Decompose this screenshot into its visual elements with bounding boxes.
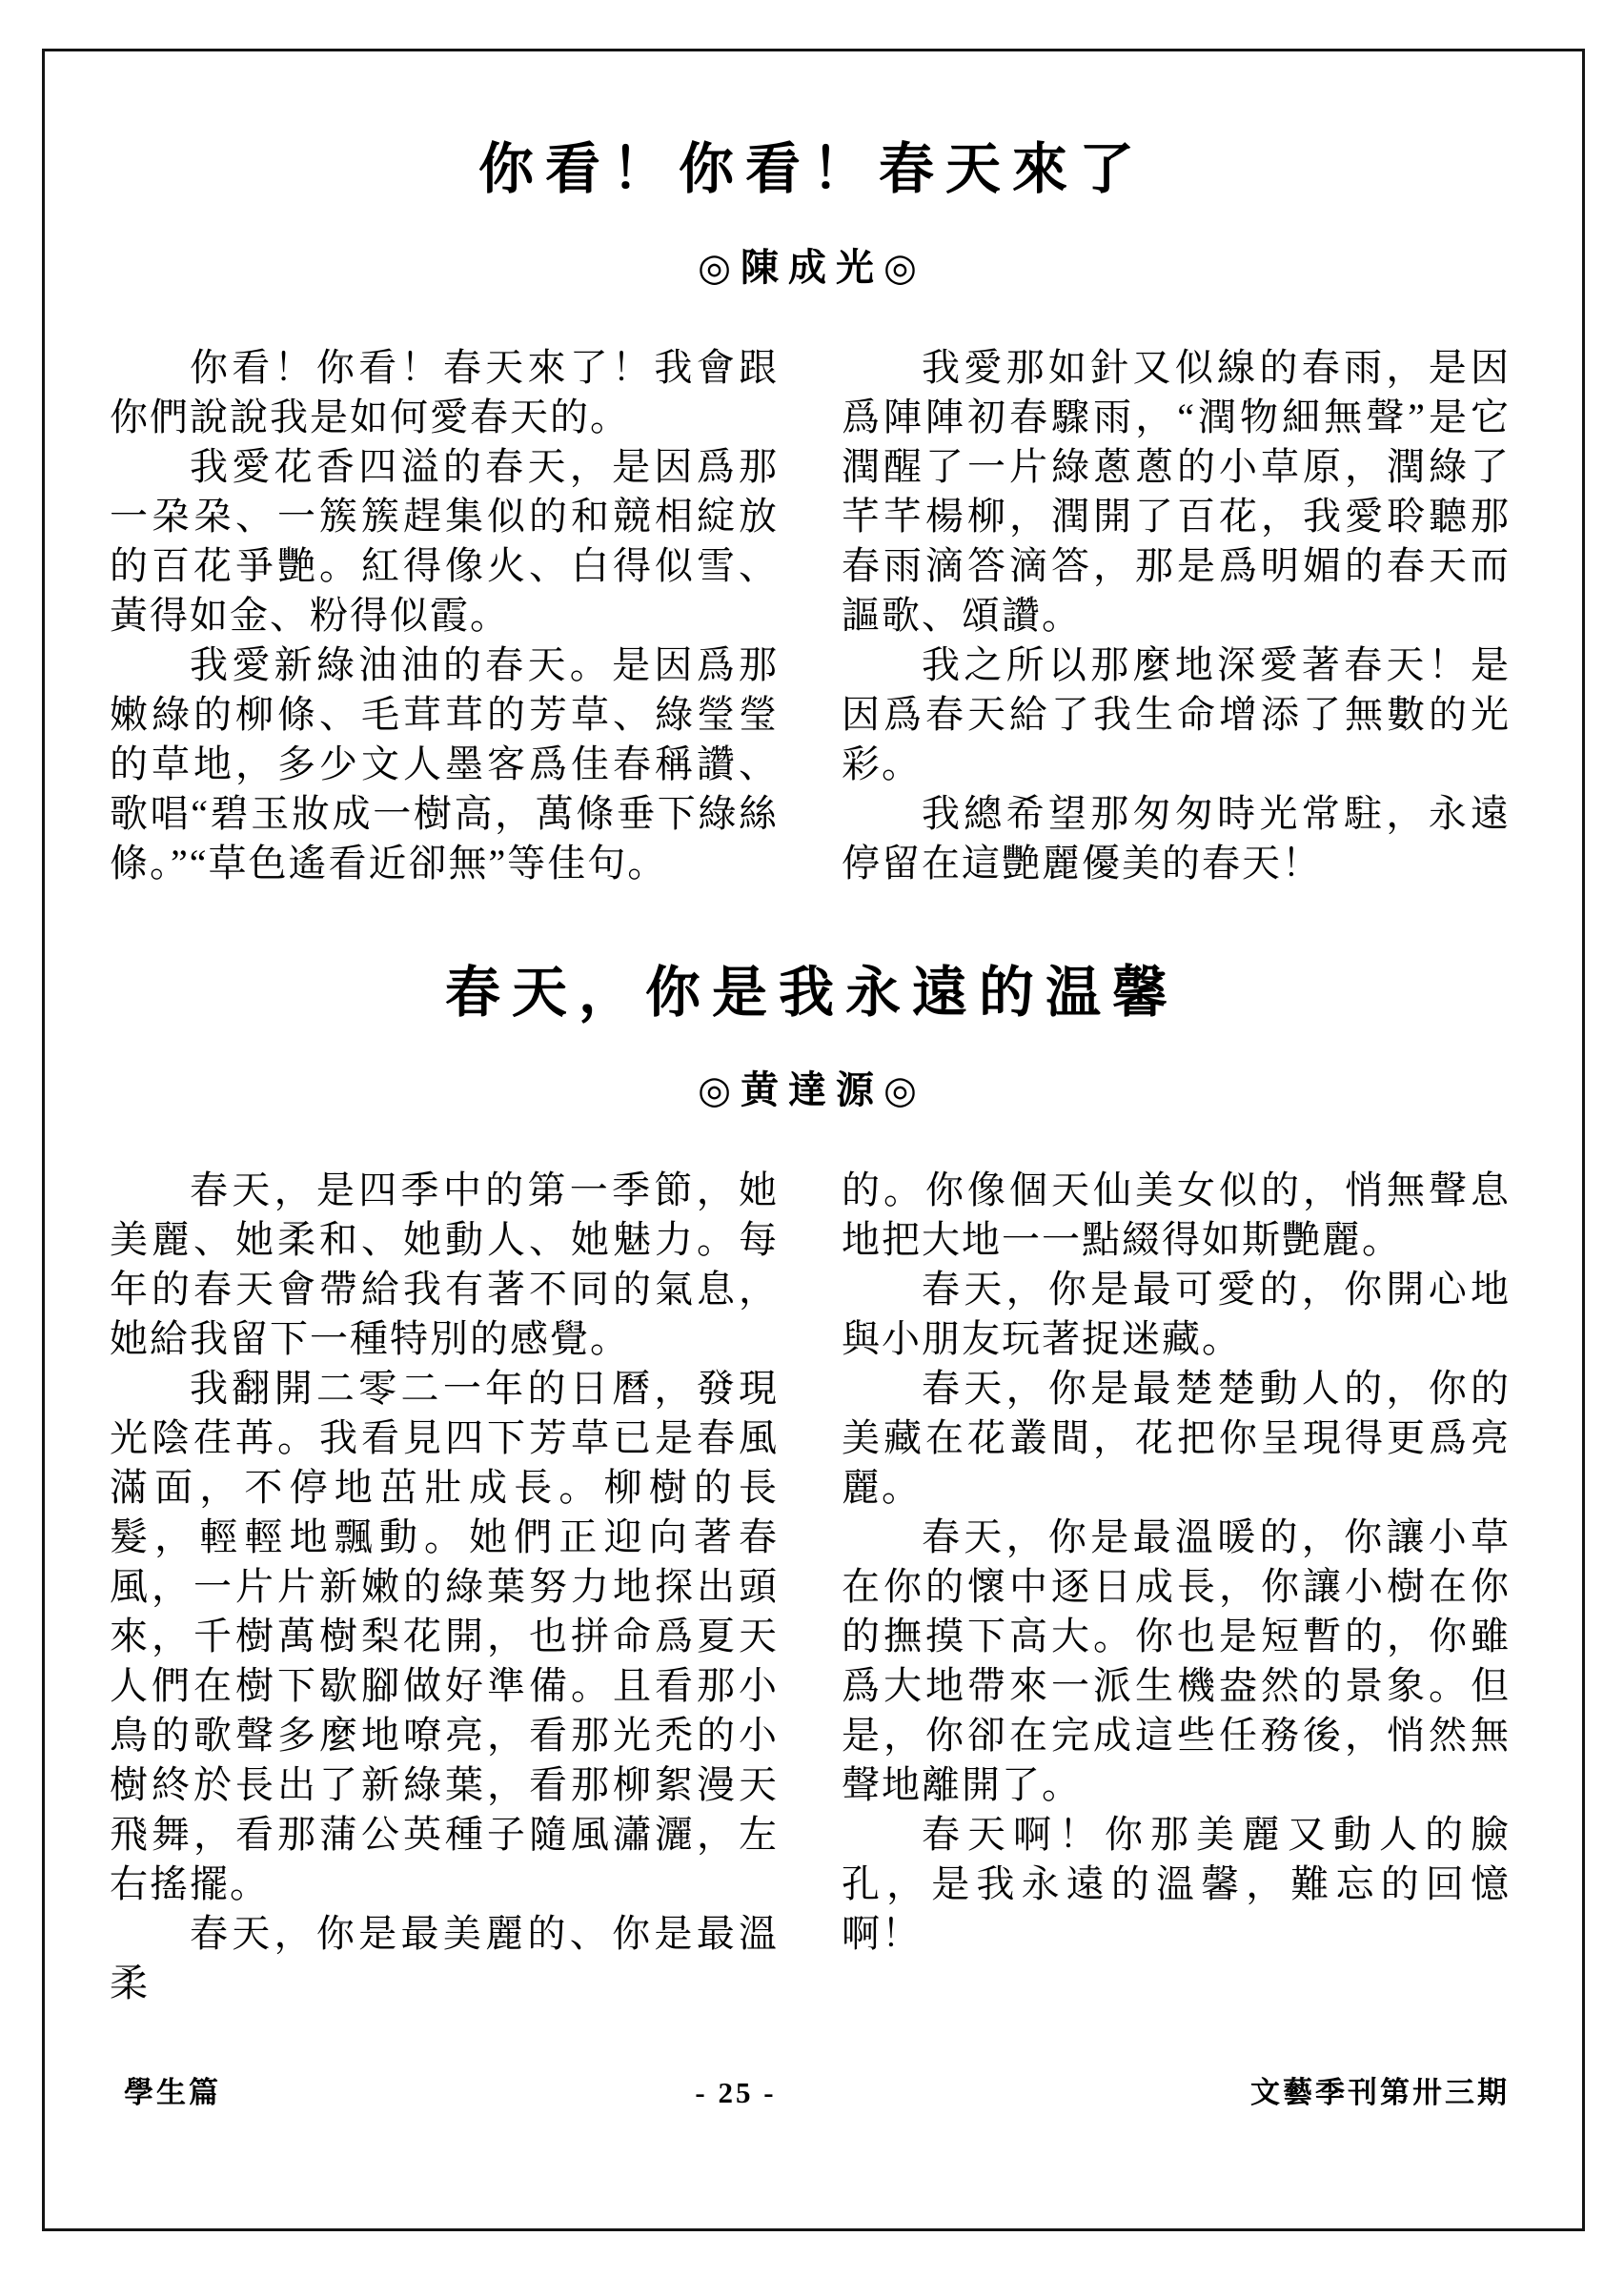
paragraph-continuation: 的。你像個天仙美女似的，悄無聲息地把大地一一點綴得如斯艷麗。 [842, 1169, 1511, 1261]
paragraph: 春天，你是最美麗的、你是最溫柔 [110, 1912, 779, 2004]
paragraph: 我愛新綠油油的春天。是因爲那嫩綠的柳條、毛茸茸的芳草、綠瑩瑩的草地，多少文人墨客爲佳春稱讚、歌唱“碧玉妝成一樹高，萬條垂下綠絲條。”“草色遙看近卻無”等佳句。 [110, 642, 779, 884]
paragraph: 春天，你是最溫暖的，你讓小草在你的懷中逐日成長，你讓小樹在你的撫摸下高大。你也是短暫的，你雖爲大地帶來一派生機盎然的景象。但是，你卻在完成這些任務後，悄然無聲地離開了。 [842, 1515, 1511, 1806]
article-1-title: 你看！你看！春天來了 [477, 138, 1146, 200]
article-spring-has-come [110, 0, 1514, 888]
footer-section-label: 學生篇 [124, 2076, 221, 2109]
page-footer [124, 2068, 1510, 2111]
paragraph: 春天啊！你那美麗又動人的臉孔，是我永遠的溫馨，難忘的回憶啊！ [842, 1813, 1511, 1955]
article-1-right-column [842, 343, 1511, 888]
paragraph: 春天，是四季中的第一季節，她美麗、她柔和、她動人、她魅力。每年的春天會帶給我有著不同的氣息，她給我留下一種特別的感覺。 [110, 1169, 779, 1360]
article-2-author: ◎黄達源◎ [698, 1068, 926, 1111]
paragraph: 你看！你看！春天來了！我會跟你們說說我是如何愛春天的。 [110, 345, 779, 438]
paragraph: 我總希望那匆匆時光常駐，永遠停留在這艷麗優美的春天！ [842, 791, 1511, 884]
article-2-left-column [110, 1166, 779, 2008]
paragraph: 我愛那如針又似線的春雨，是因爲陣陣初春驟雨，“潤物細無聲”是它潤醒了一片綠蔥蔥的小草原，潤綠了芊芊楊柳，潤開了百花，我愛聆聽那春雨滴答滴答，那是爲明媚的春天而謳歌、頌讚。 [842, 345, 1511, 637]
article-2-right-column [842, 1166, 1511, 2008]
article-1-left-column [110, 343, 779, 888]
article-2-title: 春天，你是我永遠的温馨 [444, 961, 1179, 1024]
footer-page-number: - 25 - [695, 2076, 777, 2109]
footer-journal-issue-label: 文藝季刊第卅三期 [1250, 2076, 1510, 2109]
paragraph: 我翻開二零二一年的日曆，發現光陰荏苒。我看見四下芳草已是春風滿面，不停地茁壯成長。柳樹的長髮，輕輕地飄動。她們正迎向著春風，一片片新嫩的綠葉努力地探出頭來，千樹萬樹梨花開，也拼命爲夏天人們在樹下歇腳做好準備。且看那小鳥的歌聲多麼地嘹亮，看那光禿的小樹終於長出了新綠葉，看那柳絮漫天飛舞，看那蒲公英種子隨風瀟灑，左右搖擺。 [110, 1367, 779, 1905]
paragraph: 春天，你是最可愛的，你開心地與小朋友玩著捉迷藏。 [842, 1268, 1511, 1360]
paragraph: 我之所以那麼地深愛著春天！是因爲春天給了我生命增添了無數的光彩。 [842, 642, 1511, 785]
paragraph: 我愛花香四溢的春天，是因爲那一朶朶、一簇簇趕集似的和競相綻放的百花爭艷。紅得像火、白得似雪、黃得如金、粉得似霞。 [110, 444, 779, 637]
article-1-author: ◎陳成光◎ [698, 245, 926, 289]
paragraph: 春天，你是最楚楚動人的，你的美藏在花叢間，花把你呈現得更爲亮麗。 [842, 1367, 1511, 1509]
article-2-columns [110, 1166, 1514, 2008]
article-eternal-warmth [110, 888, 1514, 2009]
article-1-columns [110, 343, 1514, 888]
